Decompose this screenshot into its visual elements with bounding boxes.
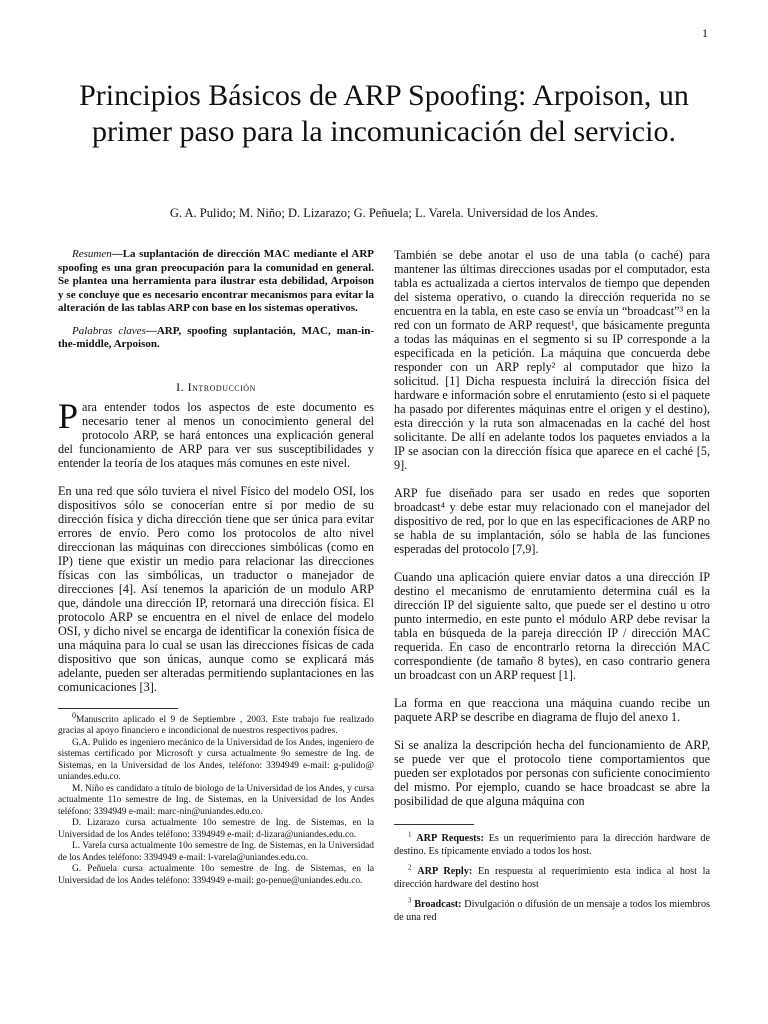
footnote-text: Manuscrito aplicado el 9 de Septiembre , 2003. Este trabajo fue realizado gracias al apoyo financiero e incondicional de nuestros respectivos padres. (58, 714, 374, 736)
footnote-mark: 2 (408, 863, 412, 872)
footnote-text: Divulgación o difusión de un mensaje a todos los miembros de una red (394, 899, 710, 923)
footnote-arp-reply (394, 863, 711, 891)
intro-paragraph-1-text: ara entender todos los aspectos de este documento es necesario tener al menos un conocimiento general del protocolo ARP, se hará entonces una explicación general del funcionamiento de ARP para ver sus susceptibilidades y entender la teoría de los ataques más comunes en este nivel. (58, 399, 374, 470)
footnote-label: Broadcast: (414, 899, 462, 910)
footnote-label: ARP Reply: (417, 866, 473, 877)
page-number: 1 (702, 26, 708, 40)
footnote-text: Es un requerimiento para la dirección hardware de destino. Es típicamente enviado a todos los host. (394, 833, 711, 857)
left-column (58, 248, 374, 887)
intro-paragraph-1 (58, 395, 374, 470)
authors-line: G. A. Pulido; M. Niño; D. Lizarazo; G. Peñuela; L. Varela. Universidad de los Andes. (169, 206, 599, 220)
abstract (58, 248, 374, 316)
drop-cap: P (58, 395, 79, 436)
abstract-text: —La suplantación de dirección MAC mediante el ARP spoofing es una gran preocupación para la comunidad en general. Se plantea una herramienta para ilustrar esta debilidad, Arpoison y se concluye que es necesario encontrar mecanismos para evitar la alteración de las tablas ARP con base en los sistemas operativos. (58, 248, 374, 314)
body-paragraph: Si se analiza la descripción hecha del funcionamiento de ARP, se puede ver que el protocolo tiene comportamientos que pueden ser explotados por personas con suficiente conocimiento del mismo. Por ejemplo, cuando se hace broadcast se abre la posibilidad de que alguna máquina con (394, 738, 710, 808)
footnote-mark: 3 (408, 896, 412, 905)
body-paragraph: Cuando una aplicación quiere enviar datos a una dirección IP destino el mecanismo de enrutamiento determina cuál es la dirección IP del siguiente salto, que puede ser el destino u otro punto intermedio, en este punto el módulo ARP debe revisar la tabla en búsqueda de la pareja dirección IP / dirección MAC requerida. En caso de encontrarlo retorna la dirección MAC correspondiente (de tamaño 8 bytes), en caso contrario genera un broadcast con un ARP request [1]. (394, 570, 710, 682)
footnote-mark: 0 (72, 710, 76, 720)
paper-title: Principios Básicos de ARP Spoofing: Arpoison, un primer paso para la incomunicación del servicio. (79, 79, 689, 148)
section-heading: I. Introducción (176, 379, 256, 394)
keywords-text: —ARP, spoofing suplantación, MAC, man-in-the-middle, Arpoison. (58, 324, 375, 350)
body-paragraph: También se debe anotar el uso de una tabla (o caché) para mantener las últimas direcciones usadas por el computador, esta tabla es actualizada a ciertos intervalos de tiempo que dependen del sistema operativo, o cuando la dirección requerida no se encuentra en la tabla, en este caso se envía un “broadcast”³ en la red con un formato de ARP request¹, que básicamente pregunta a todas las máquinas en el segmento si su IP corresponde a la especificada en la petición. La máquina que concuerda debe responder con un ARP reply² al computador que hizo la solicitud. [1] Dicha respuesta incluirá la dirección física del hardware e información sobre el enrutamiento (esto si el paquete ha pasado por diferentes máquinas entre el origen y el destino), esta dirección y la ruta son almacenadas en la caché del host solicitante. De allí en adelante todos los paquetes enviados a la IP se asocian con la dirección física que aparece en el caché [5, 9]. (394, 248, 710, 472)
footnote-rule (394, 824, 474, 825)
footnotes-left (58, 710, 374, 888)
footnote-arp-requests (394, 830, 711, 858)
footnote-broadcast (394, 896, 710, 924)
body-paragraph: La forma en que reacciona una máquina cuando recibe un paquete ARP se describe en diagrama de flujo del anexo 1. (394, 696, 710, 724)
keywords (58, 325, 374, 352)
footnote: G.A. Pulido es ingeniero mecánico de la Universidad de los Andes, ingeniero de sistemas certificado por Microsoft y cursa actualmente 9o semestre de Ing. de Sistemas, en la Universidad de los Andes, teléfono: 3394949 e-mail: g-pulido@ uniandes.edu.co. (58, 737, 374, 782)
right-column (394, 248, 710, 924)
footnote: D. Lizarazo cursa actualmente 10o semestre de Ing. de Sistemas, en la Universidad de los Andes teléfono: 3394949 e-mail: d-lizara@uniandes.edu.co. (58, 818, 374, 840)
footnote-label: ARP Requests: (416, 833, 484, 844)
footnotes-right (394, 824, 710, 924)
footnote: M. Niño es candidato a título de biologo de la Universidad de los Andes, y cursa actualmente 11o semestre de Ing. de Sistemas, en la Universidad de los Andes teléfono: 3394949 e-mail: marc-nin@uniandes.edu.co. (58, 783, 374, 817)
footnote: G. Peñuela cursa actualmente 10o semestre de Ing. de Sistemas, en la Universidad de los Andes teléfono: 3394949 e-mail: go-penue@uniandes.edu.co. (58, 864, 374, 886)
footnote-mark: 1 (408, 830, 412, 839)
abstract-label: Resumen (72, 248, 112, 260)
keywords-label: Palabras claves (72, 324, 146, 337)
intro-paragraph-2: En una red que sólo tuviera el nivel Físico del modelo OSI, los dispositivos sólo se conocerían entre sí por medio de su dirección física y dicha dirección tiene que ser única para evitar errores de envío. Pero como los protocolos de alto nivel direccionan las máquinas con direcciones simbólicas (como en IP) tiene que existir un medio para relacionar las direcciones físicas con las simbólicas, un traductor o manejador de direcciones [4]. Así tenemos la aparición de un modulo ARP que, dándole una dirección IP, retornará una dirección física. El protocolo ARP se encuentra en el nivel de enlace del modelo OSI, y dicho nivel se encarga de identificar la conexión física de una máquina para lo cual se usan las direcciones físicas de cada dispositivo que son únicas, aunque como se explicará más adelante, pueden ser alteradas permitiendo suplantaciones en las comunicaciones [3]. (58, 483, 374, 694)
footnote (58, 710, 374, 738)
footnote-rule (58, 708, 178, 709)
footnote: L. Varela cursa actualmente 10o semestre de Ing. de Sistemas, en la Universidad de los Andes teléfono: 3394949 e-mail: l-varela@uniandes.edu.co. (58, 841, 374, 863)
footnote-text: En respuesta al requerimiento esta indica al host la dirección hardware del destino host (394, 866, 711, 890)
body-paragraph: ARP fue diseñado para ser usado en redes que soporten broadcast⁴ y debe estar muy relacionado con el manejador del dispositivo de red, por lo que en las especificaciones de ARP no se habla de su implantación, sólo se habla de las funciones esperadas del protocolo [7,9]. (394, 486, 710, 556)
